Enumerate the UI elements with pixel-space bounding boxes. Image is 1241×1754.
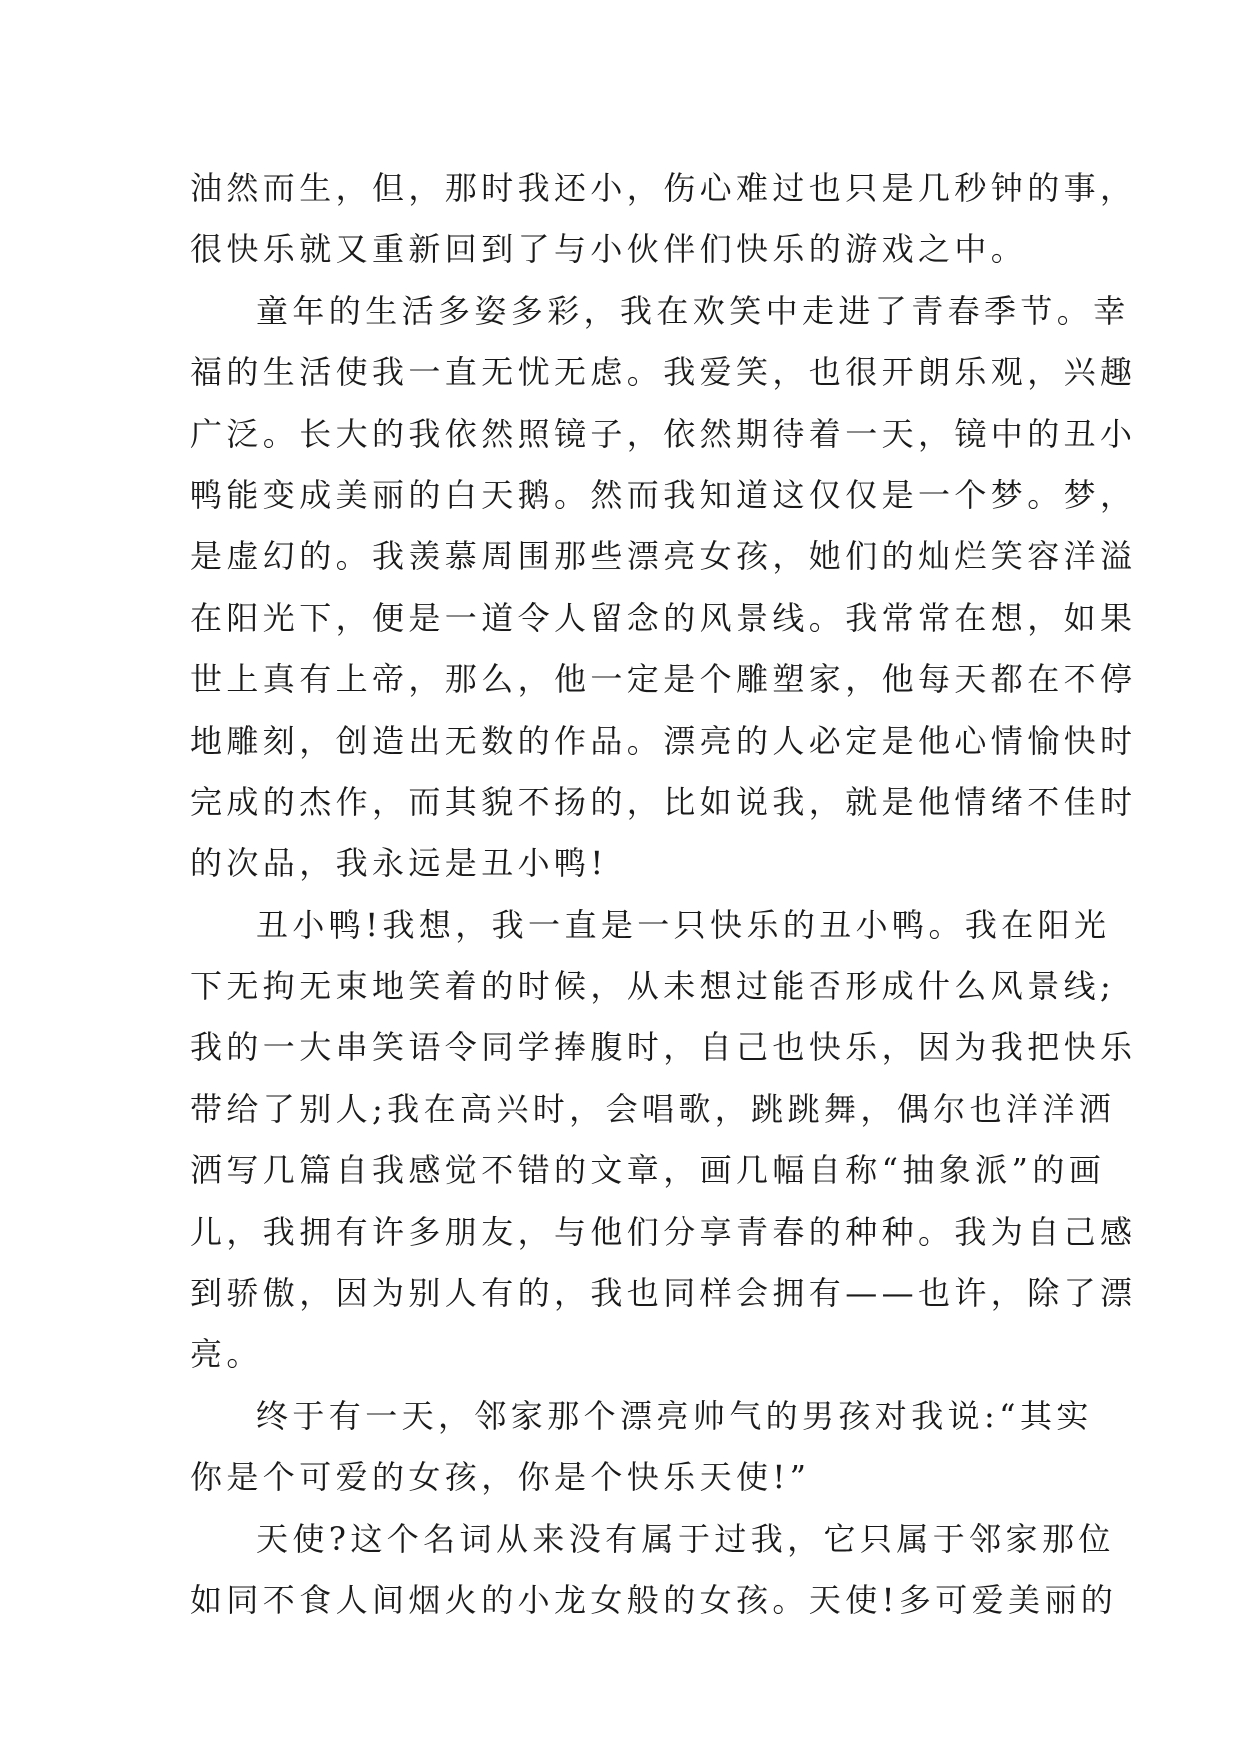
document-body xyxy=(190,158,1137,1631)
text-line: 福的生活使我一直无忧无虑。我爱笑，也很开朗乐观，兴趣 xyxy=(190,353,1137,392)
paragraph-first-line: 天使?这个名词从来没有属于过我，它只属于邻家那位 xyxy=(256,1519,1115,1558)
text-line: 油然而生，但，那时我还小，伤心难过也只是几秒钟的事， xyxy=(190,169,1137,207)
text-line: 儿，我拥有许多朋友，与他们分享青春的种种。我为自己感 xyxy=(190,1212,1137,1251)
text-line: 完成的杰作，而其貌不扬的，比如说我，就是他情绪不佳时 xyxy=(190,782,1137,821)
text-line: 如同不食人间烟火的小龙女般的女孩。天使!多可爱美丽的 xyxy=(190,1580,1118,1619)
text-line: 带给了别人;我在高兴时，会唱歌，跳跳舞，偶尔也洋洋洒 xyxy=(190,1089,1116,1128)
text-line: 很快乐就又重新回到了与小伙伴们快乐的游戏之中。 xyxy=(190,230,1028,269)
text-line: 在阳光下，便是一道令人留念的风景线。我常常在想，如果 xyxy=(190,598,1137,637)
text-line: 广泛。长大的我依然照镜子，依然期待着一天，镜中的丑小 xyxy=(190,414,1137,453)
text-line: 洒写几篇自我感觉不错的文章，画几幅自称“抽象派”的画 xyxy=(190,1151,1106,1190)
text-line: 到骄傲，因为别人有的，我也同样会拥有——也许，除了漂 xyxy=(190,1274,1137,1313)
paragraph-first-line: 终于有一天，邻家那个漂亮帅气的男孩对我说:“其实 xyxy=(256,1396,1093,1435)
text-line: 下无拘无束地笑着的时候，从未想过能否形成什么风景线; xyxy=(190,967,1116,1006)
paragraph-first-line: 童年的生活多姿多彩，我在欢笑中走进了青春季节。幸 xyxy=(256,291,1130,330)
paragraph-first-line: 丑小鸭!我想，我一直是一只快乐的丑小鸭。我在阳光 xyxy=(256,905,1111,944)
text-line: 亮。 xyxy=(190,1335,263,1374)
text-line: 的次品，我永远是丑小鸭! xyxy=(190,844,608,883)
text-line: 是虚幻的。我羡慕周围那些漂亮女孩，她们的灿烂笑容洋溢 xyxy=(190,537,1137,576)
text-line: 你是个可爱的女孩，你是个快乐天使!” xyxy=(190,1458,811,1497)
text-line: 世上真有上帝，那么，他一定是个雕塑家，他每天都在不停 xyxy=(190,660,1137,699)
text-line: 鸭能变成美丽的白天鹅。然而我知道这仅仅是一个梦。梦， xyxy=(190,475,1137,514)
text-line: 地雕刻，创造出无数的作品。漂亮的人必定是他心情愉快时 xyxy=(190,721,1137,760)
text-line: 我的一大串笑语令同学捧腹时，自己也快乐，因为我把快乐 xyxy=(190,1028,1137,1067)
